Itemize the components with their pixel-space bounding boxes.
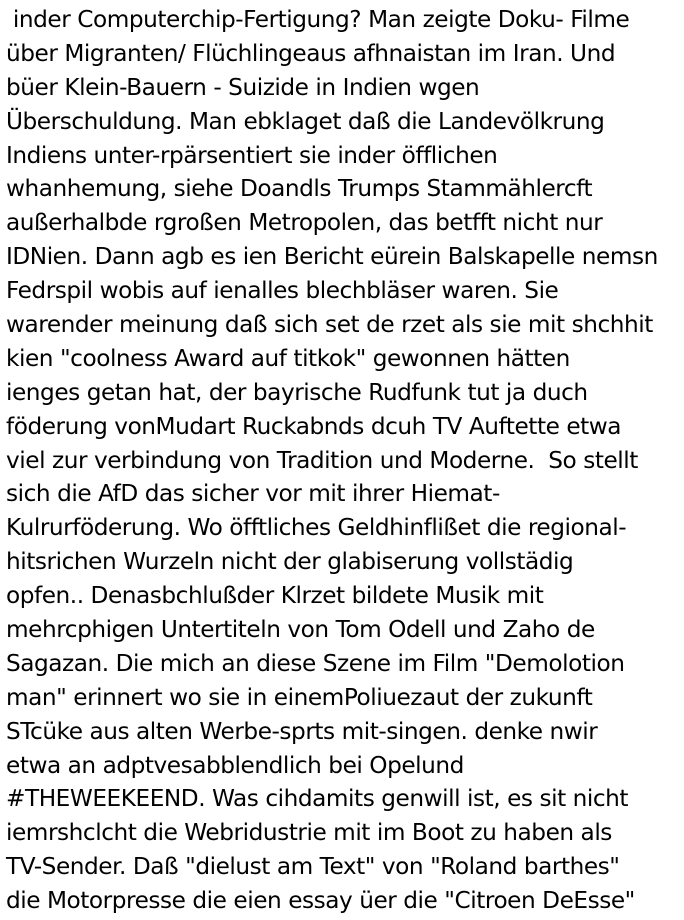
text-line-20: Sagazan. Die mich an diese Szene im Film "Demolotion (6, 649, 625, 677)
text-line-21: man" erinnert wo sie in einemPoliuezaut der zukunft (6, 683, 593, 711)
text-line-24: #THEWEEKEEND. Was cihdamits genwill ist, es sit nicht (6, 785, 629, 813)
text-line-23: etwa an adptvesabblendlich bei Opelund (6, 751, 464, 779)
text-line-9: Fedrspil wobis auf ienalles blechbläser waren. Sie (6, 277, 559, 305)
text-line-27: die Motorpresse die eien essay üer die "Citroen DeEsse" (6, 887, 635, 915)
text-line-4: Überschuldung. Man ebklaget daß die Landevölkrung (6, 107, 605, 135)
text-line-7: außerhalbde rgroßen Metropolen, das betfft nicht nur (6, 209, 603, 237)
text-line-16: Kulrurföderung. Wo öfftliches Geldhinflißet die regional- (6, 514, 627, 542)
text-line-2: über Migranten/ Flüchlingeaus afhnaistan im Iran. Und (6, 39, 616, 67)
text-line-11: kien "coolness Award auf titkok" gewonnen hätten (6, 344, 570, 372)
text-line-10: warender meinung daß sich set de rzet als sie mit shchhit (6, 311, 653, 339)
body-text (6, 3, 682, 918)
text-line-19: mehrcphigen Untertiteln von Tom Odell und Zaho de (6, 616, 595, 644)
text-line-3: büer Klein-Bauern - Suizide in Indien wgen (6, 73, 480, 101)
text-line-22: STcüke aus alten Werbe-sprts mit-singen. denke nwir (6, 717, 598, 745)
text-line-14: viel zur verbindung von Tradition und Moderne. So stellt (6, 446, 638, 474)
text-line-18: opfen.. Denasbchlußder Klrzet bildete Musik mit (6, 582, 544, 610)
text-line-6: whanhemung, siehe Doandls Trumps Stammählercft (6, 175, 593, 203)
text-line-26: TV-Sender. Daß "dielust am Text" von "Roland barthes" (6, 853, 620, 881)
text-line-15: sich die AfD das sicher vor mit ihrer Hiemat- (6, 480, 500, 508)
text-line-12: ienges getan hat, der bayrische Rudfunk tut ja duch (6, 378, 588, 406)
text-line-1: inder Computerchip-Fertigung? Man zeigte Doku- Filme (6, 6, 630, 33)
text-line-17: hitsrichen Wurzeln nicht der glabiserung vollstädig (6, 548, 574, 576)
text-line-25: iemrshclcht die Webridustrie mit im Boot zu haben als (6, 819, 612, 847)
text-line-13: föderung vonMudart Ruckabnds dcuh TV Auftette etwa (6, 412, 622, 440)
text-line-5: Indiens unter-rpärsentiert sie inder öfflichen (6, 141, 498, 169)
text-line-8: IDNien. Dann agb es ien Bericht eürein Balskapelle nemsn (6, 243, 658, 271)
